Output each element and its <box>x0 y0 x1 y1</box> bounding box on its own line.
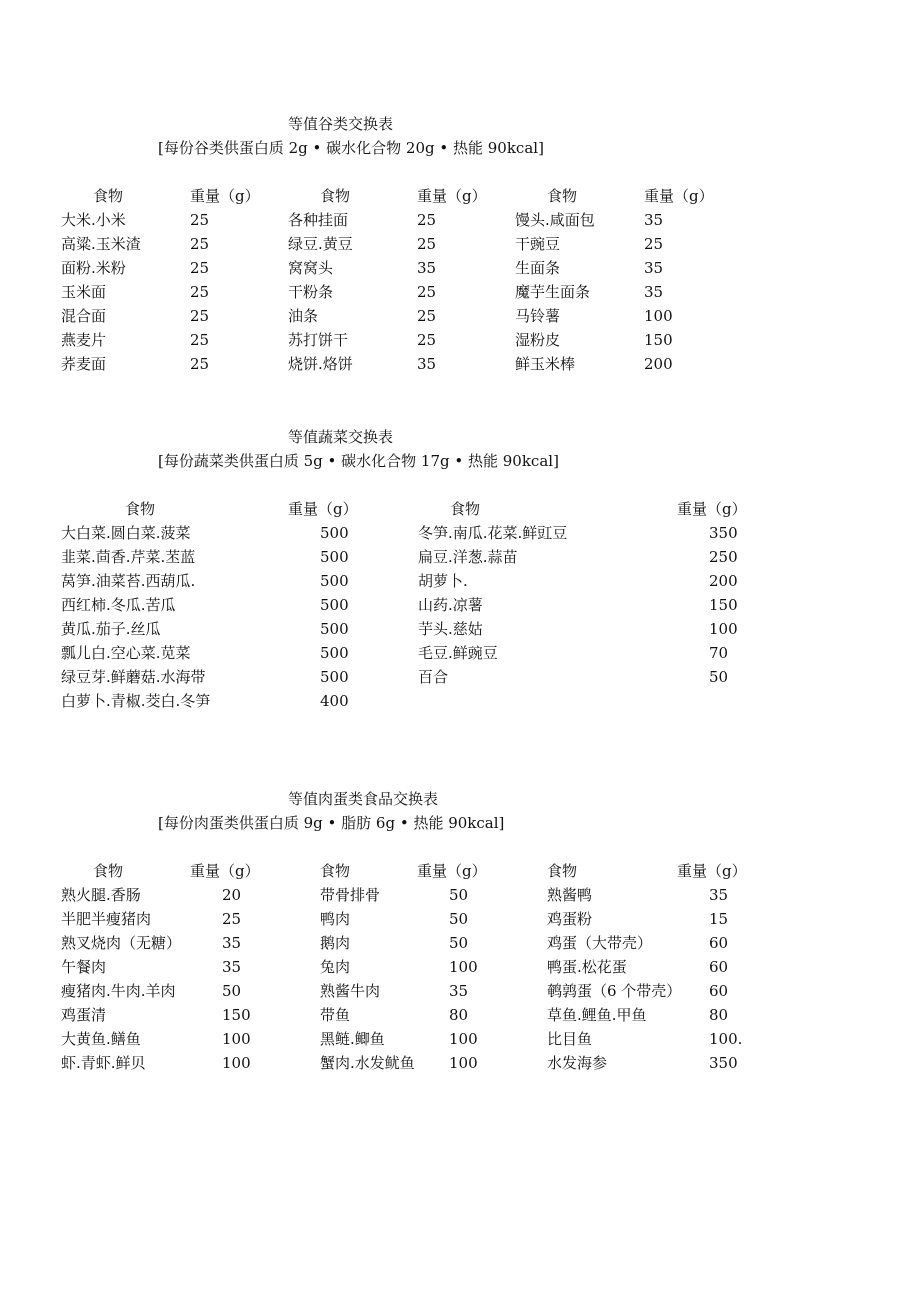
food-name: 玉米面 <box>61 283 107 301</box>
food-weight: 35 <box>417 355 437 373</box>
grain-table-subtitle: [每份谷类供蛋白质 2g • 碳水化合物 20g • 热能 90kcal] <box>158 139 544 157</box>
food-weight: 25 <box>417 307 437 325</box>
food-name: 韭菜.茴香.芹菜.苤蓝 <box>61 548 196 566</box>
food-weight: 500 <box>320 596 349 614</box>
food-weight: 25 <box>417 235 437 253</box>
food-weight: 25 <box>417 331 437 349</box>
food-weight: 100 <box>222 1030 251 1048</box>
food-weight: 25 <box>644 235 664 253</box>
table-row <box>0 909 920 933</box>
table-row <box>0 1053 920 1077</box>
header-weight: 重量（g） <box>677 862 747 880</box>
food-name: 半肥半瘦猪肉 <box>61 910 152 928</box>
header-food: 食物 <box>93 187 124 205</box>
food-name: 窝窝头 <box>288 259 334 277</box>
food-weight: 100. <box>709 1030 743 1048</box>
header-weight: 重量（g） <box>417 862 487 880</box>
food-name: 生面条 <box>515 259 561 277</box>
food-name: 熟叉烧肉（无糖） <box>61 934 182 952</box>
table-row <box>0 306 920 330</box>
food-weight: 500 <box>320 548 349 566</box>
food-name: 熟酱鸭 <box>547 886 593 904</box>
food-name: 鹌鹑蛋（6 个带壳） <box>547 982 682 1000</box>
header-weight: 重量（g） <box>190 862 260 880</box>
food-weight: 20 <box>222 886 242 904</box>
food-weight: 50 <box>449 910 469 928</box>
food-weight: 25 <box>417 283 437 301</box>
food-weight: 200 <box>644 355 673 373</box>
vegetable-table-header <box>0 499 920 523</box>
food-name: 荞麦面 <box>61 355 107 373</box>
food-name: 绿豆.黄豆 <box>288 235 353 253</box>
food-name: 毛豆.鲜豌豆 <box>418 644 498 662</box>
food-name: 山药.凉薯 <box>418 596 483 614</box>
table-row <box>0 1005 920 1029</box>
table-row <box>0 981 920 1005</box>
food-weight: 35 <box>222 934 242 952</box>
food-name: 魔芋生面条 <box>515 283 591 301</box>
food-weight: 500 <box>320 668 349 686</box>
table-row <box>0 595 920 619</box>
table-row <box>0 643 920 667</box>
food-name: 高粱.玉米渣 <box>61 235 141 253</box>
table-row <box>0 1029 920 1053</box>
food-name: 熟酱牛肉 <box>320 982 381 1000</box>
food-name: 芋头.慈姑 <box>418 620 483 638</box>
food-name: 蟹肉.水发鱿鱼 <box>320 1054 415 1072</box>
food-name: 烧饼.烙饼 <box>288 355 353 373</box>
header-food: 食物 <box>547 187 578 205</box>
food-weight: 60 <box>709 958 729 976</box>
header-weight: 重量（g） <box>417 187 487 205</box>
food-name: 鸭蛋.松花蛋 <box>547 958 627 976</box>
food-weight: 35 <box>644 259 664 277</box>
food-weight: 500 <box>320 644 349 662</box>
table-row <box>0 523 920 547</box>
food-name: 混合面 <box>61 307 107 325</box>
food-name: 胡萝卜. <box>418 572 468 590</box>
header-weight: 重量（g） <box>644 187 714 205</box>
food-name: 苏打饼干 <box>288 331 349 349</box>
food-weight: 25 <box>190 307 210 325</box>
food-name: 带鱼 <box>320 1006 351 1024</box>
food-weight: 25 <box>190 235 210 253</box>
grain-table-title: 等值谷类交换表 <box>288 115 394 133</box>
food-weight: 100 <box>449 1054 478 1072</box>
table-row <box>0 282 920 306</box>
header-food: 食物 <box>450 500 481 518</box>
table-row <box>0 957 920 981</box>
food-weight: 100 <box>449 1030 478 1048</box>
header-food: 食物 <box>93 862 124 880</box>
food-name: 瘦猪肉.牛肉.羊肉 <box>61 982 176 1000</box>
food-name: 鸡蛋清 <box>61 1006 107 1024</box>
food-name: 水发海参 <box>547 1054 608 1072</box>
food-weight: 100 <box>222 1054 251 1072</box>
food-name: 带骨排骨 <box>320 886 381 904</box>
food-name: 鲜玉米棒 <box>515 355 576 373</box>
table-row <box>0 547 920 571</box>
header-food: 食物 <box>320 862 351 880</box>
food-weight: 50 <box>449 934 469 952</box>
food-name: 燕麦片 <box>61 331 107 349</box>
food-name: 午餐肉 <box>61 958 107 976</box>
food-name: 莴笋.油菜苔.西葫瓜. <box>61 572 196 590</box>
table-row <box>0 571 920 595</box>
food-weight: 400 <box>320 692 349 710</box>
table-row <box>0 354 920 378</box>
food-name: 油条 <box>288 307 319 325</box>
food-weight: 35 <box>644 211 664 229</box>
food-name: 冬笋.南瓜.花菜.鲜豇豆 <box>418 524 568 542</box>
food-name: 熟火腿.香肠 <box>61 886 141 904</box>
meat-table-header <box>0 861 920 885</box>
table-row <box>0 667 920 691</box>
food-name: 鸡蛋（大带壳） <box>547 934 653 952</box>
table-row <box>0 619 920 643</box>
food-weight: 100 <box>709 620 738 638</box>
food-name: 比目鱼 <box>547 1030 593 1048</box>
food-weight: 25 <box>190 211 210 229</box>
food-weight: 350 <box>709 1054 738 1072</box>
food-weight: 35 <box>644 283 664 301</box>
food-weight: 35 <box>222 958 242 976</box>
food-name: 兔肉 <box>320 958 351 976</box>
grain-table-header <box>0 186 920 210</box>
food-name: 百合 <box>418 668 449 686</box>
food-weight: 80 <box>449 1006 469 1024</box>
header-weight: 重量（g） <box>677 500 747 518</box>
table-row <box>0 210 920 234</box>
food-weight: 15 <box>709 910 729 928</box>
food-weight: 60 <box>709 934 729 952</box>
food-weight: 35 <box>709 886 729 904</box>
vegetable-table-title: 等值蔬菜交换表 <box>288 428 394 446</box>
food-name: 湿粉皮 <box>515 331 561 349</box>
food-name: 马铃薯 <box>515 307 561 325</box>
food-weight: 25 <box>417 211 437 229</box>
header-food: 食物 <box>125 500 156 518</box>
table-row <box>0 258 920 282</box>
food-name: 大米.小米 <box>61 211 126 229</box>
food-weight: 100 <box>644 307 673 325</box>
food-weight: 50 <box>709 668 729 686</box>
food-name: 馒头.咸面包 <box>515 211 595 229</box>
food-weight: 150 <box>709 596 738 614</box>
food-weight: 500 <box>320 524 349 542</box>
vegetable-table-subtitle: [每份蔬菜类供蛋白质 5g • 碳水化合物 17g • 热能 90kcal] <box>158 452 559 470</box>
food-name: 西红柿.冬瓜.苦瓜 <box>61 596 176 614</box>
header-weight: 重量（g） <box>288 500 358 518</box>
food-name: 面粉.米粉 <box>61 259 126 277</box>
food-weight: 25 <box>190 283 210 301</box>
table-row <box>0 234 920 258</box>
food-name: 大白菜.圆白菜.菠菜 <box>61 524 191 542</box>
food-name: 干粉条 <box>288 283 334 301</box>
food-name: 黑鲢.鲫鱼 <box>320 1030 385 1048</box>
food-name: 黄瓜.茄子.丝瓜 <box>61 620 161 638</box>
table-row <box>0 691 920 715</box>
food-weight: 50 <box>222 982 242 1000</box>
food-name: 大黄鱼.鳝鱼 <box>61 1030 141 1048</box>
food-weight: 25 <box>222 910 242 928</box>
food-name: 虾.青虾.鲜贝 <box>61 1054 146 1072</box>
table-row <box>0 885 920 909</box>
food-weight: 35 <box>449 982 469 1000</box>
food-name: 鹅肉 <box>320 934 351 952</box>
food-name: 绿豆芽.鲜蘑菇.水海带 <box>61 668 206 686</box>
food-weight: 200 <box>709 572 738 590</box>
header-food: 食物 <box>547 862 578 880</box>
food-weight: 500 <box>320 620 349 638</box>
food-weight: 70 <box>709 644 729 662</box>
table-row <box>0 933 920 957</box>
food-weight: 50 <box>449 886 469 904</box>
food-name: 白萝卜.青椒.茭白.冬笋 <box>61 692 211 710</box>
food-weight: 500 <box>320 572 349 590</box>
food-name: 各种挂面 <box>288 211 349 229</box>
food-name: 干豌豆 <box>515 235 561 253</box>
food-name: 扁豆.洋葱.蒜苗 <box>418 548 518 566</box>
food-name: 瓢儿白.空心菜.苋菜 <box>61 644 191 662</box>
food-weight: 25 <box>190 259 210 277</box>
meat-table-subtitle: [每份肉蛋类供蛋白质 9g • 脂肪 6g • 热能 90kcal] <box>158 814 505 832</box>
food-weight: 25 <box>190 331 210 349</box>
food-weight: 25 <box>190 355 210 373</box>
food-weight: 60 <box>709 982 729 1000</box>
food-name: 鸭肉 <box>320 910 351 928</box>
food-weight: 35 <box>417 259 437 277</box>
food-name: 草鱼.鲤鱼.甲鱼 <box>547 1006 647 1024</box>
food-weight: 80 <box>709 1006 729 1024</box>
food-weight: 150 <box>644 331 673 349</box>
food-weight: 350 <box>709 524 738 542</box>
food-weight: 150 <box>222 1006 251 1024</box>
food-weight: 100 <box>449 958 478 976</box>
header-weight: 重量（g） <box>190 187 260 205</box>
meat-table-title: 等值肉蛋类食品交换表 <box>288 790 439 808</box>
header-food: 食物 <box>320 187 351 205</box>
food-name: 鸡蛋粉 <box>547 910 593 928</box>
table-row <box>0 330 920 354</box>
food-weight: 250 <box>709 548 738 566</box>
